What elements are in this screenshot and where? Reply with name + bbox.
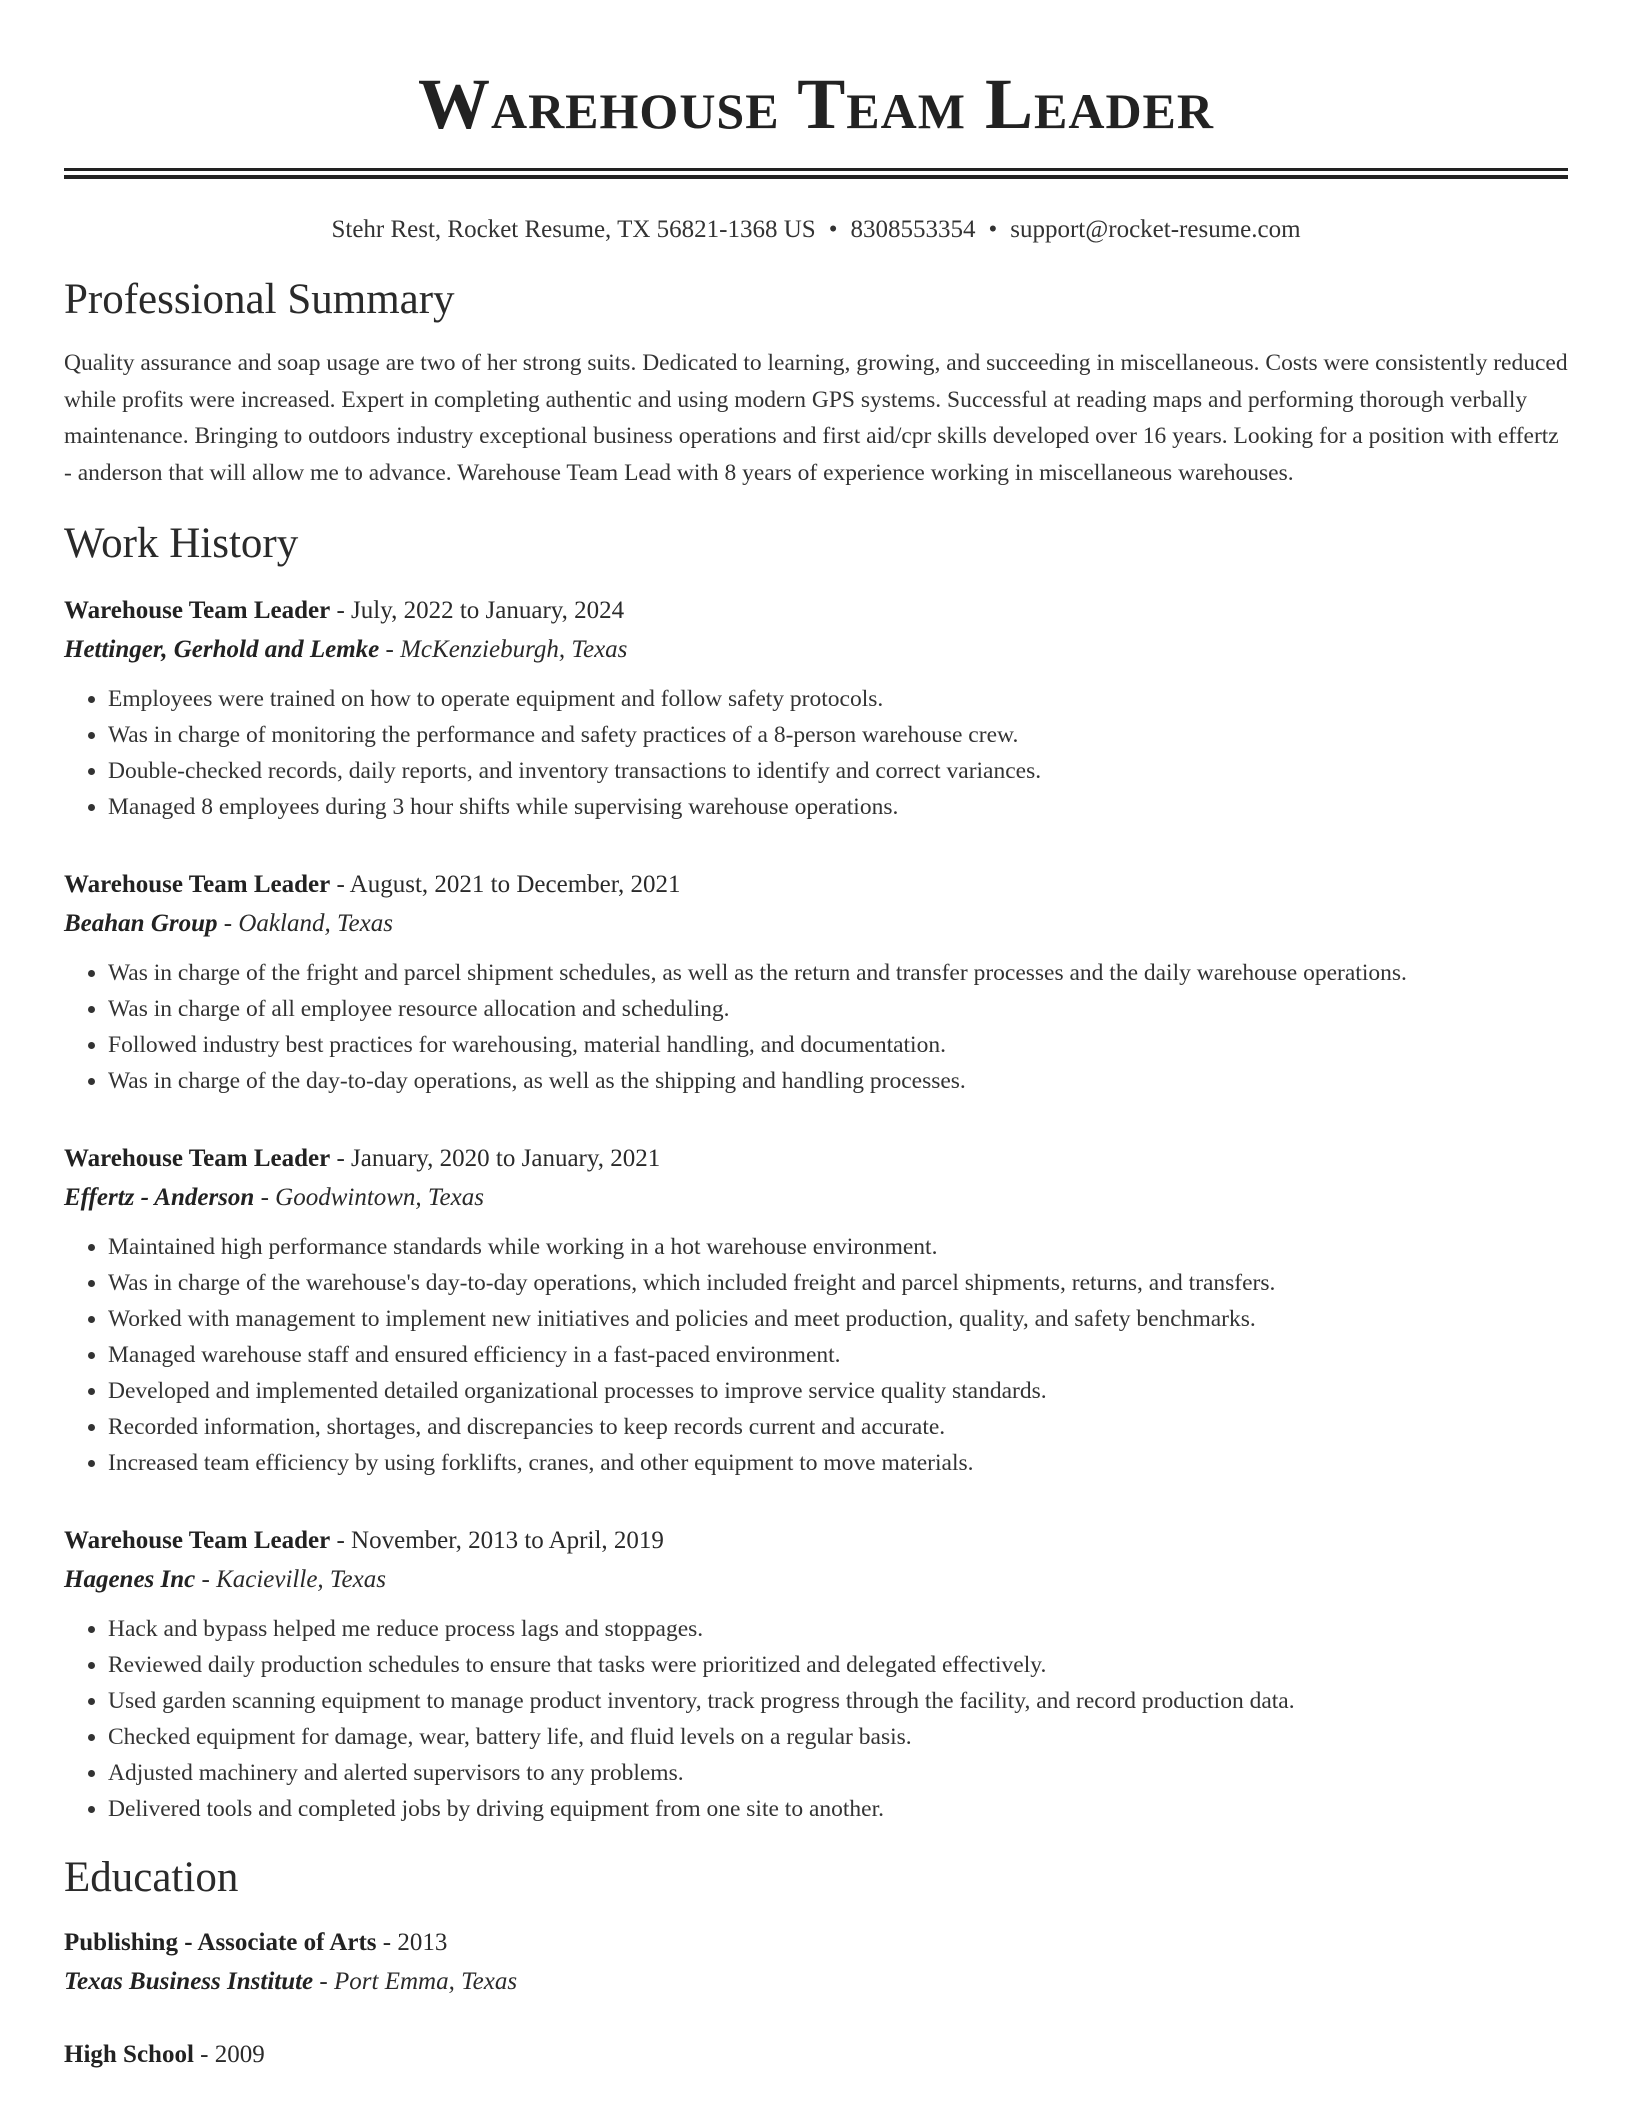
job-company: Hagenes Inc xyxy=(64,1566,196,1593)
job-bullet: • Was in charge of all employee resource allocation and scheduling. xyxy=(108,991,1568,1027)
job-bullet: • Maintained high performance standards while working in a hot warehouse environment. xyxy=(108,1229,1568,1265)
job-location: Kacieville, Texas xyxy=(216,1566,386,1593)
job-bullet: • Used garden scanning equipment to manage product inventory, track progress through the facility, and record production data. xyxy=(108,1683,1568,1719)
contact-phone: 8308553354 xyxy=(850,216,976,243)
job-bullet: • Employees were trained on how to operate equipment and follow safety protocols. xyxy=(108,681,1568,717)
job-title-line: Warehouse Team Leader - January, 2020 to January, 2021 xyxy=(64,1145,661,1172)
job-entry xyxy=(64,1139,1568,1481)
job-bullet: • Worked with management to implement new initiatives and policies and meet production, quality, and safety benchmarks. xyxy=(108,1301,1568,1337)
job-bullet: • Was in charge of the fright and parcel shipment schedules, as well as the return and transfer processes and the daily warehouse operations. xyxy=(108,955,1568,991)
job-title: Warehouse Team Leader xyxy=(64,1527,331,1554)
contact-separator: • xyxy=(828,216,838,243)
job-location: Oakland, Texas xyxy=(238,910,393,937)
job-company: Hettinger, Gerhold and Lemke xyxy=(64,636,380,663)
job-bullets xyxy=(64,1611,1568,1827)
job-bullet: • Reviewed daily production schedules to ensure that tasks were prioritized and delegated effectively. xyxy=(108,1647,1568,1683)
job-bullet: • Managed 8 employees during 3 hour shifts while supervising warehouse operations. xyxy=(108,789,1568,825)
education-entry xyxy=(64,1923,1568,2001)
job-bullet: • Double-checked records, daily reports, and inventory transactions to identify and correct variances. xyxy=(108,753,1568,789)
job-entry xyxy=(64,865,1568,1099)
contact-separator: • xyxy=(988,216,998,243)
job-bullet: • Delivered tools and completed jobs by driving equipment from one site to another. xyxy=(108,1791,1568,1827)
education-location: Port Emma, Texas xyxy=(334,1968,518,1995)
job-entry xyxy=(64,1521,1568,1827)
summary-heading: Professional Summary xyxy=(64,276,455,323)
job-bullets xyxy=(64,1229,1568,1481)
job-bullet: • Adjusted machinery and alerted supervisors to any problems. xyxy=(108,1755,1568,1791)
job-company-line: Beahan Group - Oakland, Texas xyxy=(64,910,393,937)
job-bullet: • Developed and implemented detailed organizational processes to improve service quality standards. xyxy=(108,1373,1568,1409)
education-school: Texas Business Institute xyxy=(64,1968,314,1995)
job-bullet: • Checked equipment for damage, wear, battery life, and fluid levels on a regular basis. xyxy=(108,1719,1568,1755)
education-school-line: Texas Business Institute - Port Emma, Texas xyxy=(64,1968,518,1995)
job-title-line: Warehouse Team Leader - July, 2022 to January, 2024 xyxy=(64,597,625,624)
job-location: McKenzieburgh, Texas xyxy=(400,636,628,663)
job-bullet: • Managed warehouse staff and ensured efficiency in a fast-paced environment. xyxy=(108,1337,1568,1373)
job-title: Warehouse Team Leader xyxy=(64,597,331,624)
job-bullets xyxy=(64,955,1568,1099)
job-bullet: • Followed industry best practices for warehousing, material handling, and documentation. xyxy=(108,1027,1568,1063)
title-divider-bottom xyxy=(64,175,1568,179)
summary-text: Quality assurance and soap usage are two of her strong suits. Dedicated to learning, growing, and succeeding in miscellaneous. Costs were consistently reduced while profits were increased. Expert in completing authentic and using modern GPS systems. Successful at reading maps and performing thorough verbally maintenance. Bringing to outdoors industry exceptional business operations and first aid/cpr skills developed over 16 years. Looking for a position with effertz - anderson that will allow me to advance. Warehouse Team Lead with 8 years of experience working in miscellaneous warehouses. xyxy=(64,350,1568,486)
contact-address: Stehr Rest, Rocket Resume, TX 56821-1368 US xyxy=(331,216,816,243)
job-dates: August, 2021 to December, 2021 xyxy=(349,871,681,898)
contact-info xyxy=(64,213,1568,247)
resume-page xyxy=(64,0,1568,2075)
title-divider-top xyxy=(64,168,1568,171)
job-company-line: Hagenes Inc - Kacieville, Texas xyxy=(64,1566,386,1593)
resume-title: Warehouse Team Leader xyxy=(417,64,1215,144)
job-bullet: • Was in charge of the warehouse's day-to-day operations, which included freight and parcel shipments, returns, and transfers. xyxy=(108,1265,1568,1301)
job-entry xyxy=(64,591,1568,825)
job-bullets xyxy=(64,681,1568,825)
job-company: Beahan Group xyxy=(64,910,218,937)
job-company: Effertz - Anderson xyxy=(64,1184,255,1211)
job-bullet: • Was in charge of the day-to-day operations, as well as the shipping and handling processes. xyxy=(108,1063,1568,1099)
job-bullet: • Increased team efficiency by using forklifts, cranes, and other equipment to move materials. xyxy=(108,1445,1568,1481)
job-title: Warehouse Team Leader xyxy=(64,1145,331,1172)
job-location: Goodwintown, Texas xyxy=(275,1184,484,1211)
job-company-line: Effertz - Anderson - Goodwintown, Texas xyxy=(64,1184,484,1211)
education-degree-line: Publishing - Associate of Arts - 2013 xyxy=(64,1929,448,1956)
job-dates: July, 2022 to January, 2024 xyxy=(351,597,625,624)
job-bullet: • Hack and bypass helped me reduce process lags and stoppages. xyxy=(108,1611,1568,1647)
education-degree-line: High School - 2009 xyxy=(64,2041,265,2068)
job-dates: November, 2013 to April, 2019 xyxy=(351,1527,664,1554)
education-heading: Education xyxy=(64,1854,239,1901)
job-title-line: Warehouse Team Leader - August, 2021 to December, 2021 xyxy=(64,871,681,898)
job-company-line: Hettinger, Gerhold and Lemke - McKenzieburgh, Texas xyxy=(64,636,628,663)
education-year: 2013 xyxy=(397,1929,448,1956)
job-title: Warehouse Team Leader xyxy=(64,871,331,898)
contact-email: support@rocket-resume.com xyxy=(1010,216,1301,243)
work-history-heading: Work History xyxy=(64,520,299,567)
education-degree: High School xyxy=(64,2041,194,2068)
education-degree: Publishing - Associate of Arts xyxy=(64,1929,377,1956)
job-bullet: • Recorded information, shortages, and discrepancies to keep records current and accurate. xyxy=(108,1409,1568,1445)
job-title-line: Warehouse Team Leader - November, 2013 to April, 2019 xyxy=(64,1527,664,1554)
job-dates: January, 2020 to January, 2021 xyxy=(351,1145,661,1172)
job-bullet: • Was in charge of monitoring the performance and safety practices of a 8-person warehouse crew. xyxy=(108,717,1568,753)
education-entry xyxy=(64,2035,1568,2075)
education-year: 2009 xyxy=(214,2041,265,2068)
